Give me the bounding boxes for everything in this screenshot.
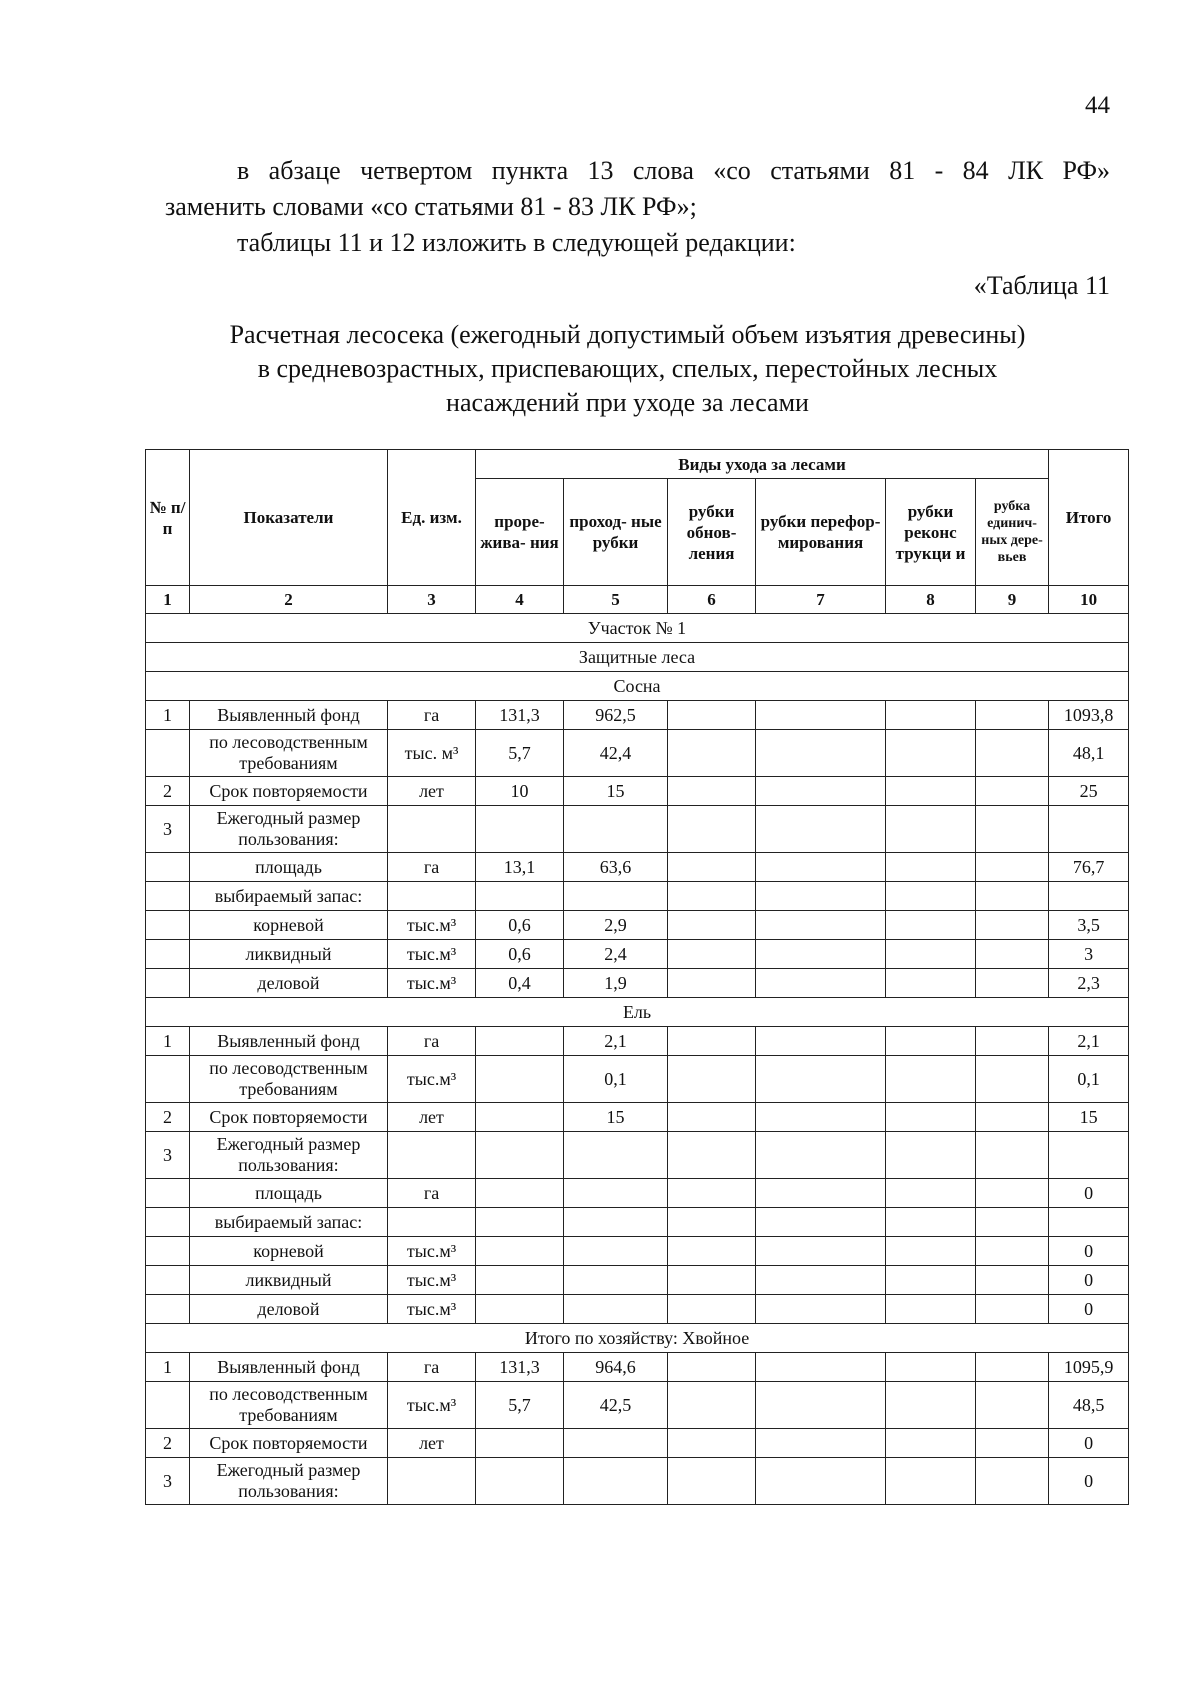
header-passage-cutting: проход- ные рубки xyxy=(564,479,668,586)
table-row xyxy=(146,1458,1129,1505)
reformation-cutting-value xyxy=(756,701,886,730)
passage-cutting-value: 964,6 xyxy=(564,1353,668,1382)
table-title-line-1: Расчетная лесосека (ежегодный допустимый объем изъятия древесины) xyxy=(229,320,1026,349)
reconstruction-cutting-value xyxy=(886,940,976,969)
row-number: 3 xyxy=(146,1132,190,1179)
unit: тыс.м³ xyxy=(388,940,476,969)
unit: лет xyxy=(388,1429,476,1458)
reformation-cutting-value xyxy=(756,882,886,911)
col-number: 8 xyxy=(886,586,976,614)
renewal-cutting-value xyxy=(668,701,756,730)
single-tree-cutting-value xyxy=(976,1266,1049,1295)
passage-cutting-value xyxy=(564,1179,668,1208)
renewal-cutting-value xyxy=(668,1179,756,1208)
renewal-cutting-value xyxy=(668,1027,756,1056)
reconstruction-cutting-value xyxy=(886,969,976,998)
unit: тыс.м³ xyxy=(388,1266,476,1295)
renewal-cutting-value xyxy=(668,1208,756,1237)
total-value: 3,5 xyxy=(1049,911,1129,940)
reformation-cutting-value xyxy=(756,1353,886,1382)
unit: га xyxy=(388,1353,476,1382)
reformation-cutting-value xyxy=(756,1458,886,1505)
unit xyxy=(388,806,476,853)
indicator-label: Срок повторяемости xyxy=(190,1103,388,1132)
passage-cutting-value xyxy=(564,1266,668,1295)
row-number: 3 xyxy=(146,806,190,853)
row-number xyxy=(146,882,190,911)
reformation-cutting-value xyxy=(756,1382,886,1429)
reformation-cutting-value xyxy=(756,1132,886,1179)
indicator-label: Выявленный фонд xyxy=(190,701,388,730)
total-value: 15 xyxy=(1049,1103,1129,1132)
single-tree-cutting-value xyxy=(976,1458,1049,1505)
amendment-paragraph xyxy=(165,153,1110,225)
row-number: 1 xyxy=(146,1353,190,1382)
col-number: 2 xyxy=(190,586,388,614)
reconstruction-cutting-value xyxy=(886,853,976,882)
reformation-cutting-value xyxy=(756,1056,886,1103)
row-number: 3 xyxy=(146,1458,190,1505)
row-number xyxy=(146,1295,190,1324)
table-row xyxy=(146,1295,1129,1324)
passage-cutting-value xyxy=(564,1208,668,1237)
single-tree-cutting-value xyxy=(976,1132,1049,1179)
header-thinning: проре- жива- ния xyxy=(476,479,564,586)
reformation-cutting-value xyxy=(756,777,886,806)
unit: тыс. м³ xyxy=(388,730,476,777)
passage-cutting-value: 42,5 xyxy=(564,1382,668,1429)
section-forest-category: Защитные леса xyxy=(146,643,1129,672)
reconstruction-cutting-value xyxy=(886,701,976,730)
tables-paragraph: таблицы 11 и 12 изложить в следующей редакции: xyxy=(237,228,796,257)
passage-cutting-value: 15 xyxy=(564,1103,668,1132)
renewal-cutting-value xyxy=(668,730,756,777)
total-value: 1093,8 xyxy=(1049,701,1129,730)
header-care-types: Виды ухода за лесами xyxy=(476,450,1049,479)
table-row xyxy=(146,940,1129,969)
renewal-cutting-value xyxy=(668,1237,756,1266)
indicator-label: по лесоводственным требованиям xyxy=(190,1056,388,1103)
reformation-cutting-value xyxy=(756,806,886,853)
table-row xyxy=(146,701,1129,730)
indicator-label: корневой xyxy=(190,1237,388,1266)
passage-cutting-value: 42,4 xyxy=(564,730,668,777)
passage-cutting-value: 63,6 xyxy=(564,853,668,882)
unit xyxy=(388,1458,476,1505)
reformation-cutting-value xyxy=(756,1027,886,1056)
col-number: 7 xyxy=(756,586,886,614)
indicator-label: Ежегодный размер пользования: xyxy=(190,1132,388,1179)
reconstruction-cutting-value xyxy=(886,1353,976,1382)
passage-cutting-value xyxy=(564,1295,668,1324)
unit: тыс.м³ xyxy=(388,1237,476,1266)
unit xyxy=(388,882,476,911)
row-number xyxy=(146,1208,190,1237)
table-row xyxy=(146,1382,1129,1429)
indicator-label: Выявленный фонд xyxy=(190,1353,388,1382)
reconstruction-cutting-value xyxy=(886,1382,976,1429)
table-row xyxy=(146,1208,1129,1237)
thinning-value xyxy=(476,1266,564,1295)
total-value: 48,5 xyxy=(1049,1382,1129,1429)
passage-cutting-value: 1,9 xyxy=(564,969,668,998)
renewal-cutting-value xyxy=(668,969,756,998)
unit: тыс.м³ xyxy=(388,1056,476,1103)
indicator-label: Ежегодный размер пользования: xyxy=(190,1458,388,1505)
unit: тыс.м³ xyxy=(388,1295,476,1324)
indicator-label: выбираемый запас: xyxy=(190,882,388,911)
single-tree-cutting-value xyxy=(976,1237,1049,1266)
reformation-cutting-value xyxy=(756,1103,886,1132)
table-row xyxy=(146,882,1129,911)
unit: тыс.м³ xyxy=(388,1382,476,1429)
row-number: 2 xyxy=(146,777,190,806)
header-reconstruction-cutting: рубки реконс трукци и xyxy=(886,479,976,586)
single-tree-cutting-value xyxy=(976,1208,1049,1237)
single-tree-cutting-value xyxy=(976,806,1049,853)
passage-cutting-value xyxy=(564,1132,668,1179)
indicator-label: выбираемый запас: xyxy=(190,1208,388,1237)
col-number: 5 xyxy=(564,586,668,614)
indicator-label: Выявленный фонд xyxy=(190,1027,388,1056)
row-number xyxy=(146,1179,190,1208)
row-number xyxy=(146,969,190,998)
indicator-label: площадь xyxy=(190,1179,388,1208)
unit: га xyxy=(388,1179,476,1208)
thinning-value: 10 xyxy=(476,777,564,806)
reformation-cutting-value xyxy=(756,1266,886,1295)
total-value: 0 xyxy=(1049,1266,1129,1295)
thinning-value: 0,4 xyxy=(476,969,564,998)
unit: тыс.м³ xyxy=(388,911,476,940)
renewal-cutting-value xyxy=(668,940,756,969)
renewal-cutting-value xyxy=(668,806,756,853)
indicator-label: деловой xyxy=(190,1295,388,1324)
unit: лет xyxy=(388,777,476,806)
thinning-value xyxy=(476,1208,564,1237)
unit xyxy=(388,1132,476,1179)
thinning-value xyxy=(476,1132,564,1179)
reconstruction-cutting-value xyxy=(886,1237,976,1266)
section-area: Участок № 1 xyxy=(146,614,1129,643)
table-row xyxy=(146,911,1129,940)
passage-cutting-value xyxy=(564,882,668,911)
thinning-value: 131,3 xyxy=(476,1353,564,1382)
reconstruction-cutting-value xyxy=(886,1027,976,1056)
table-row xyxy=(146,1429,1129,1458)
unit: га xyxy=(388,1027,476,1056)
single-tree-cutting-value xyxy=(976,911,1049,940)
renewal-cutting-value xyxy=(668,1458,756,1505)
reconstruction-cutting-value xyxy=(886,1179,976,1208)
table-row xyxy=(146,969,1129,998)
total-value: 0,1 xyxy=(1049,1056,1129,1103)
thinning-value: 0,6 xyxy=(476,911,564,940)
reconstruction-cutting-value xyxy=(886,1429,976,1458)
total-value: 0 xyxy=(1049,1295,1129,1324)
single-tree-cutting-value xyxy=(976,1179,1049,1208)
reconstruction-cutting-value xyxy=(886,1208,976,1237)
col-number: 9 xyxy=(976,586,1049,614)
section-pine: Сосна xyxy=(146,672,1129,701)
single-tree-cutting-value xyxy=(976,730,1049,777)
single-tree-cutting-value xyxy=(976,1295,1049,1324)
reconstruction-cutting-value xyxy=(886,777,976,806)
table-row xyxy=(146,1103,1129,1132)
renewal-cutting-value xyxy=(668,1382,756,1429)
header-indicators: Показатели xyxy=(190,450,388,586)
row-number xyxy=(146,853,190,882)
renewal-cutting-value xyxy=(668,1132,756,1179)
reformation-cutting-value xyxy=(756,853,886,882)
reformation-cutting-value xyxy=(756,911,886,940)
table-row xyxy=(146,806,1129,853)
row-number xyxy=(146,730,190,777)
total-value: 2,1 xyxy=(1049,1027,1129,1056)
single-tree-cutting-value xyxy=(976,940,1049,969)
row-number xyxy=(146,1266,190,1295)
table-row xyxy=(146,777,1129,806)
amendment-line-2: заменить словами «со статьями 81 - 83 ЛК РФ»; xyxy=(165,192,697,221)
table-row xyxy=(146,1237,1129,1266)
row-number: 2 xyxy=(146,1103,190,1132)
total-value xyxy=(1049,1132,1129,1179)
single-tree-cutting-value xyxy=(976,1429,1049,1458)
indicator-label: Срок повторяемости xyxy=(190,777,388,806)
reformation-cutting-value xyxy=(756,1295,886,1324)
row-number: 1 xyxy=(146,701,190,730)
single-tree-cutting-value xyxy=(976,853,1049,882)
thinning-value xyxy=(476,806,564,853)
total-value: 76,7 xyxy=(1049,853,1129,882)
single-tree-cutting-value xyxy=(976,882,1049,911)
thinning-value xyxy=(476,1027,564,1056)
thinning-value: 131,3 xyxy=(476,701,564,730)
header-renewal-cutting: рубки обнов- ления xyxy=(668,479,756,586)
renewal-cutting-value xyxy=(668,1266,756,1295)
table-title-line-3: насаждений при уходе за лесами xyxy=(446,388,809,417)
reconstruction-cutting-value xyxy=(886,911,976,940)
row-number: 1 xyxy=(146,1027,190,1056)
table-title xyxy=(145,318,1110,420)
total-value: 1095,9 xyxy=(1049,1353,1129,1382)
thinning-value xyxy=(476,882,564,911)
indicator-label: площадь xyxy=(190,853,388,882)
reformation-cutting-value xyxy=(756,1429,886,1458)
passage-cutting-value: 15 xyxy=(564,777,668,806)
single-tree-cutting-value xyxy=(976,777,1049,806)
table-caption: «Таблица 11 xyxy=(973,271,1110,300)
reformation-cutting-value xyxy=(756,730,886,777)
col-number: 10 xyxy=(1049,586,1129,614)
reconstruction-cutting-value xyxy=(886,882,976,911)
renewal-cutting-value xyxy=(668,1295,756,1324)
table-title-line-2: в средневозрастных, приспевающих, спелых, перестойных лесных xyxy=(257,354,998,383)
section-summary: Итого по хозяйству: Хвойное xyxy=(146,1324,1129,1353)
table-row xyxy=(146,1056,1129,1103)
renewal-cutting-value xyxy=(668,853,756,882)
renewal-cutting-value xyxy=(668,1353,756,1382)
thinning-value xyxy=(476,1429,564,1458)
header-reformation-cutting: рубки перефор- мирования xyxy=(756,479,886,586)
indicator-label: корневой xyxy=(190,911,388,940)
renewal-cutting-value xyxy=(668,882,756,911)
renewal-cutting-value xyxy=(668,1103,756,1132)
passage-cutting-value: 962,5 xyxy=(564,701,668,730)
row-number xyxy=(146,1237,190,1266)
table-row xyxy=(146,1179,1129,1208)
section-spruce: Ель xyxy=(146,998,1129,1027)
indicator-label: ликвидный xyxy=(190,1266,388,1295)
single-tree-cutting-value xyxy=(976,1027,1049,1056)
indicator-label: по лесоводственным требованиям xyxy=(190,730,388,777)
header-total: Итого xyxy=(1049,450,1129,586)
page-number: 44 xyxy=(1085,92,1110,119)
table-row xyxy=(146,1132,1129,1179)
reformation-cutting-value xyxy=(756,940,886,969)
reconstruction-cutting-value xyxy=(886,1266,976,1295)
col-number: 6 xyxy=(668,586,756,614)
row-number xyxy=(146,940,190,969)
table-row xyxy=(146,1027,1129,1056)
col-number: 1 xyxy=(146,586,190,614)
total-value: 0 xyxy=(1049,1179,1129,1208)
thinning-value: 5,7 xyxy=(476,730,564,777)
indicator-label: ликвидный xyxy=(190,940,388,969)
passage-cutting-value: 2,1 xyxy=(564,1027,668,1056)
indicator-label: Срок повторяемости xyxy=(190,1429,388,1458)
single-tree-cutting-value xyxy=(976,1056,1049,1103)
thinning-value xyxy=(476,1056,564,1103)
single-tree-cutting-value xyxy=(976,1103,1049,1132)
table-row xyxy=(146,730,1129,777)
row-number xyxy=(146,911,190,940)
passage-cutting-value: 0,1 xyxy=(564,1056,668,1103)
thinning-value xyxy=(476,1295,564,1324)
passage-cutting-value xyxy=(564,1237,668,1266)
total-value xyxy=(1049,1208,1129,1237)
total-value: 48,1 xyxy=(1049,730,1129,777)
single-tree-cutting-value xyxy=(976,969,1049,998)
reconstruction-cutting-value xyxy=(886,1458,976,1505)
reformation-cutting-value xyxy=(756,1237,886,1266)
row-number xyxy=(146,1056,190,1103)
passage-cutting-value xyxy=(564,806,668,853)
reconstruction-cutting-value xyxy=(886,1295,976,1324)
single-tree-cutting-value xyxy=(976,1382,1049,1429)
renewal-cutting-value xyxy=(668,911,756,940)
header-single-tree-cutting: рубка единич- ных дере- вьев xyxy=(976,479,1049,586)
indicator-label: по лесоводственным требованиям xyxy=(190,1382,388,1429)
unit: га xyxy=(388,853,476,882)
total-value: 3 xyxy=(1049,940,1129,969)
unit xyxy=(388,1208,476,1237)
table-row xyxy=(146,853,1129,882)
passage-cutting-value: 2,9 xyxy=(564,911,668,940)
total-value xyxy=(1049,882,1129,911)
table-row xyxy=(146,1353,1129,1382)
total-value xyxy=(1049,806,1129,853)
total-value: 0 xyxy=(1049,1458,1129,1505)
row-number: 2 xyxy=(146,1429,190,1458)
single-tree-cutting-value xyxy=(976,1353,1049,1382)
col-number: 4 xyxy=(476,586,564,614)
unit: лет xyxy=(388,1103,476,1132)
col-number: 3 xyxy=(388,586,476,614)
total-value: 25 xyxy=(1049,777,1129,806)
indicator-label: Ежегодный размер пользования: xyxy=(190,806,388,853)
total-value: 2,3 xyxy=(1049,969,1129,998)
reformation-cutting-value xyxy=(756,1179,886,1208)
reformation-cutting-value xyxy=(756,969,886,998)
thinning-value xyxy=(476,1237,564,1266)
reconstruction-cutting-value xyxy=(886,1056,976,1103)
thinning-value: 13,1 xyxy=(476,853,564,882)
reconstruction-cutting-value xyxy=(886,730,976,777)
thinning-value xyxy=(476,1458,564,1505)
single-tree-cutting-value xyxy=(976,701,1049,730)
total-value: 0 xyxy=(1049,1429,1129,1458)
row-number xyxy=(146,1382,190,1429)
reformation-cutting-value xyxy=(756,1208,886,1237)
reconstruction-cutting-value xyxy=(886,806,976,853)
amendment-line-1: в абзаце четвертом пункта 13 слова «со статьями 81 - 84 ЛК РФ» xyxy=(237,156,1110,185)
passage-cutting-value xyxy=(564,1429,668,1458)
header-unit: Ед. изм. xyxy=(388,450,476,586)
total-value: 0 xyxy=(1049,1237,1129,1266)
unit: тыс.м³ xyxy=(388,969,476,998)
thinning-value: 0,6 xyxy=(476,940,564,969)
renewal-cutting-value xyxy=(668,1056,756,1103)
header-num: № п/ п xyxy=(146,450,190,586)
thinning-value xyxy=(476,1103,564,1132)
thinning-value xyxy=(476,1179,564,1208)
passage-cutting-value xyxy=(564,1458,668,1505)
table-row xyxy=(146,1266,1129,1295)
passage-cutting-value: 2,4 xyxy=(564,940,668,969)
indicator-label: деловой xyxy=(190,969,388,998)
reconstruction-cutting-value xyxy=(886,1103,976,1132)
reconstruction-cutting-value xyxy=(886,1132,976,1179)
unit: га xyxy=(388,701,476,730)
renewal-cutting-value xyxy=(668,1429,756,1458)
logging-table xyxy=(145,449,1129,1505)
renewal-cutting-value xyxy=(668,777,756,806)
thinning-value: 5,7 xyxy=(476,1382,564,1429)
